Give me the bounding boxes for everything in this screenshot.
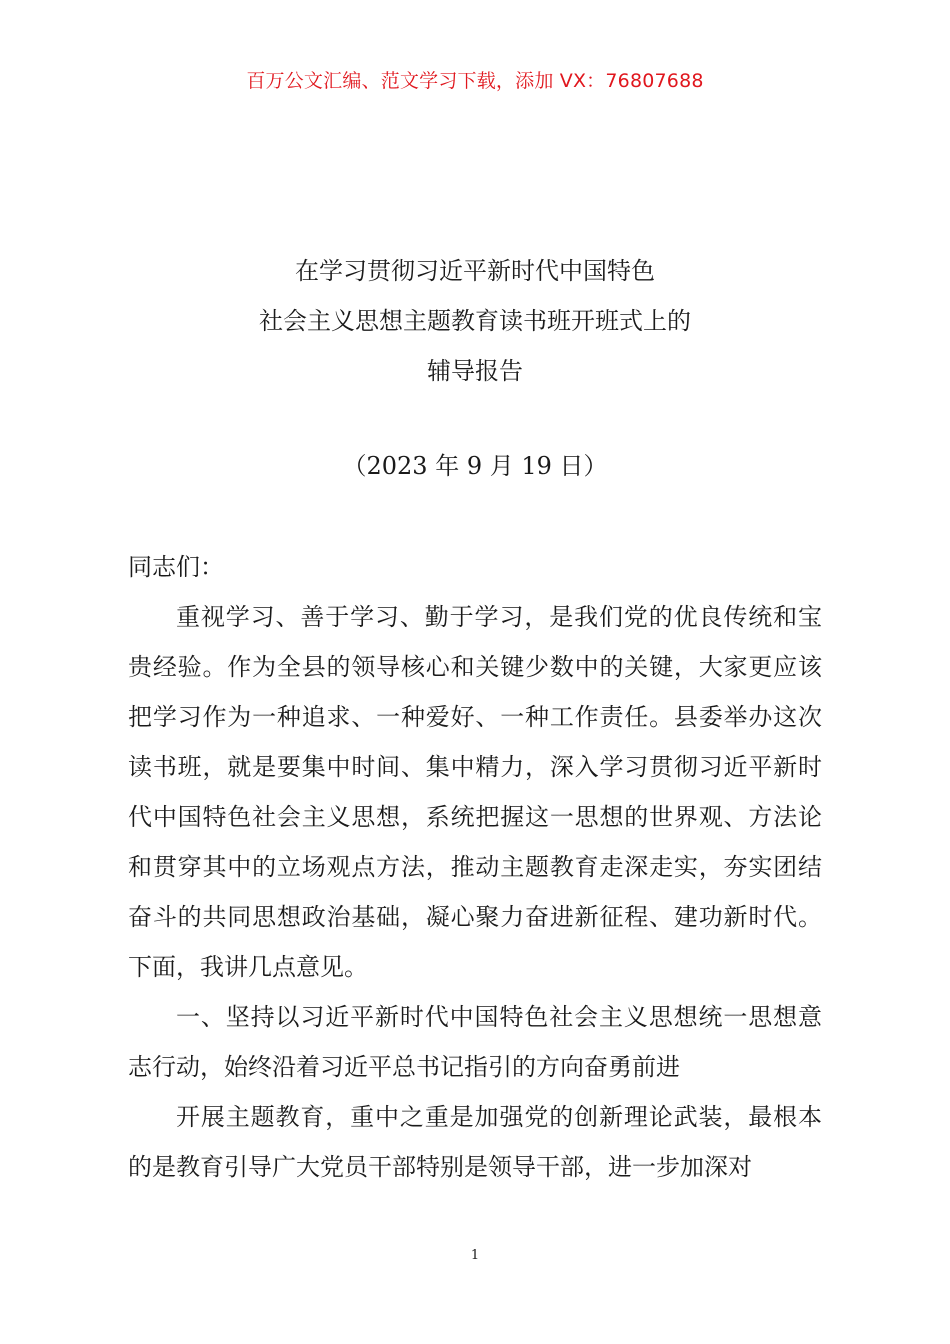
title-line: 在学习贯彻习近平新时代中国特色 [295,257,655,285]
section-heading: 一、坚持以习近平新时代中国特色社会主义思想统一思想意志行动，始终沿着习近平总书记指引的方向奋勇前进 [128,1003,822,1081]
document-date: （2023 年 9 月 19 日） [342,452,608,480]
title-line: 社会主义思想主题教育读书班开班式上的 [259,307,691,335]
document-body [128,542,822,1192]
header-banner: 百万公文汇编、范文学习下载，添加 VX：76807688 [246,70,704,92]
document-title [0,246,950,396]
title-line: 辅导报告 [427,357,523,385]
paragraph: 重视学习、善于学习、勤于学习，是我们党的优良传统和宝贵经验。作为全县的领导核心和关键少数中的关键，大家更应该把学习作为一种追求、一种爱好、一种工作责任。县委举办这次读书班，就是要集中时间、集中精力，深入学习贯彻习近平新时代中国特色社会主义思想，系统把握这一思想的世界观、方法论和贯穿其中的立场观点方法，推动主题教育走深走实，夯实团结奋斗的共同思想政治基础，凝心聚力奋进新征程、建功新时代。下面，我讲几点意见。 [128,603,822,981]
salutation: 同志们： [128,553,224,581]
paragraph: 开展主题教育，重中之重是加强党的创新理论武装，最根本的是教育引导广大党员干部特别是领导干部，进一步加深对 [128,1103,822,1181]
page-number: 1 [470,1248,480,1263]
